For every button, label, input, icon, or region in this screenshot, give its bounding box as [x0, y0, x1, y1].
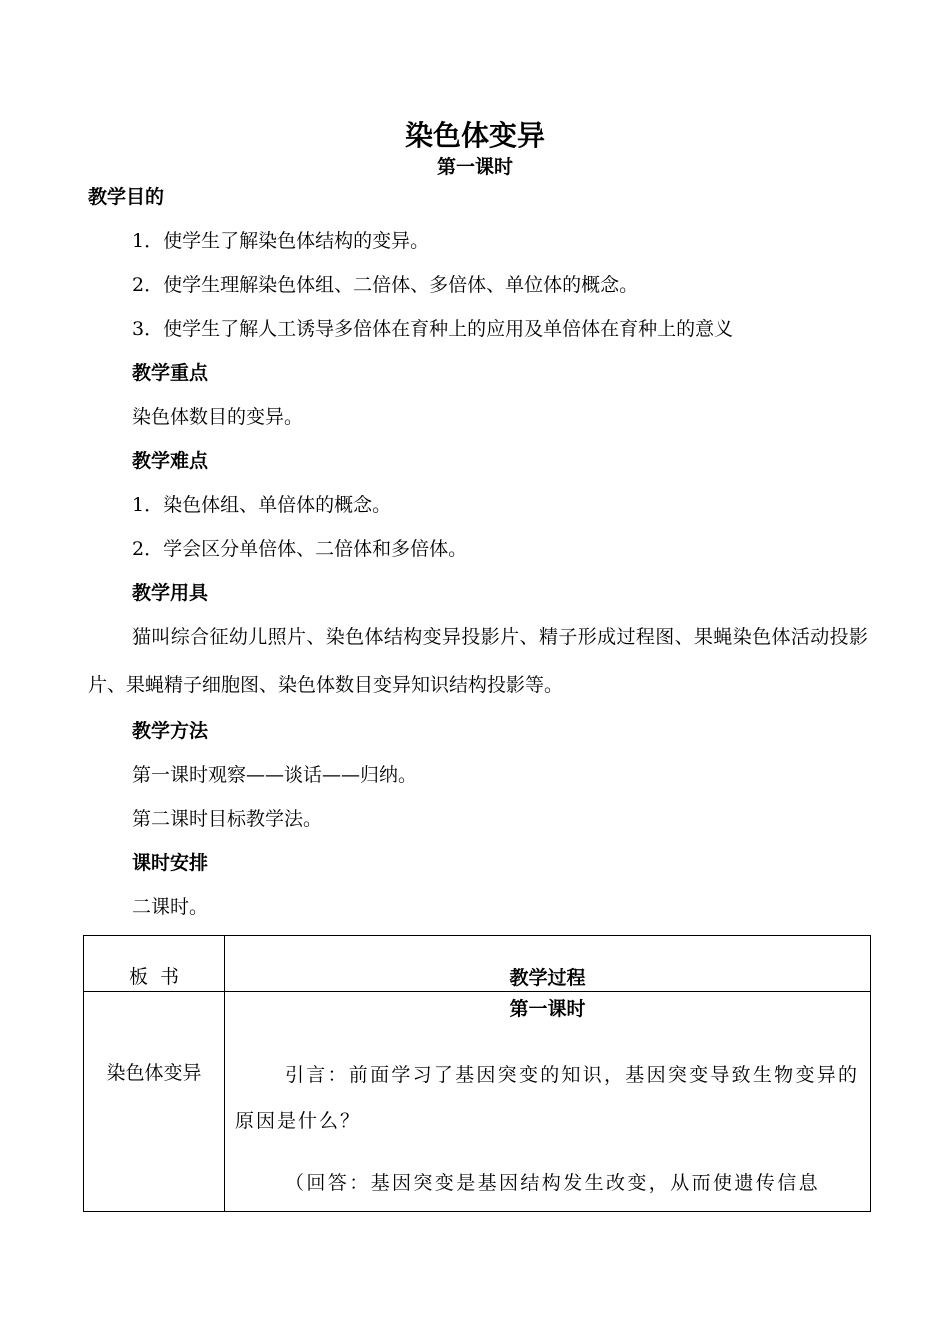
method-item: 第一课时观察——谈话——归纳。	[132, 764, 418, 786]
process-lesson-heading: 第一课时	[509, 998, 586, 1020]
method-item: 第二课时目标教学法。	[132, 808, 323, 830]
methods-heading: 教学方法	[132, 720, 209, 742]
schedule-text: 二课时。	[132, 896, 209, 918]
key-points-heading: 教学重点	[132, 362, 209, 384]
tools-text: 猫叫综合征幼儿照片、染色体结构变异投影片、精子形成过程图、果蝇染色体活动投影片、果蝇精子细胞图、染色体数目变异知识结构投影等。	[88, 626, 868, 696]
objectives-heading: 教学目的	[88, 186, 165, 208]
process-cell	[225, 992, 871, 1212]
teaching-process-table	[83, 935, 871, 1212]
objective-item: 1．使学生了解染色体结构的变异。	[132, 230, 430, 252]
process-paragraph: （回答：基因突变是基因结构发生改变，从而使遗传信息	[285, 1172, 821, 1194]
table-header-row	[84, 936, 871, 992]
difficulty-item: 2．学会区分单倍体、二倍体和多倍体。	[132, 538, 468, 560]
objective-item: 2．使学生理解染色体组、二倍体、多倍体、单位体的概念。	[132, 274, 639, 296]
schedule-heading: 课时安排	[132, 852, 209, 874]
document-subtitle: 第一课时	[436, 156, 513, 178]
objective-item: 3．使学生了解人工诱导多倍体在育种上的应用及单倍体在育种上的意义	[132, 318, 734, 340]
board-header: 板 书	[128, 966, 180, 988]
document-title: 染色体变异	[404, 119, 545, 152]
process-header: 教学过程	[509, 967, 586, 989]
board-header-cell	[84, 936, 225, 992]
board-text: 染色体变异	[106, 1062, 202, 1084]
process-header-cell	[225, 936, 871, 992]
difficulties-heading: 教学难点	[132, 450, 209, 472]
board-cell	[84, 992, 225, 1212]
key-points-text: 染色体数目的变异。	[132, 406, 304, 428]
tools-heading: 教学用具	[132, 582, 209, 604]
difficulty-item: 1．染色体组、单倍体的概念。	[132, 494, 392, 516]
table-body-row	[84, 992, 871, 1212]
process-paragraph: 引言：前面学习了基因突变的知识，基因突变导致生物变异的原因是什么？	[235, 1064, 859, 1132]
